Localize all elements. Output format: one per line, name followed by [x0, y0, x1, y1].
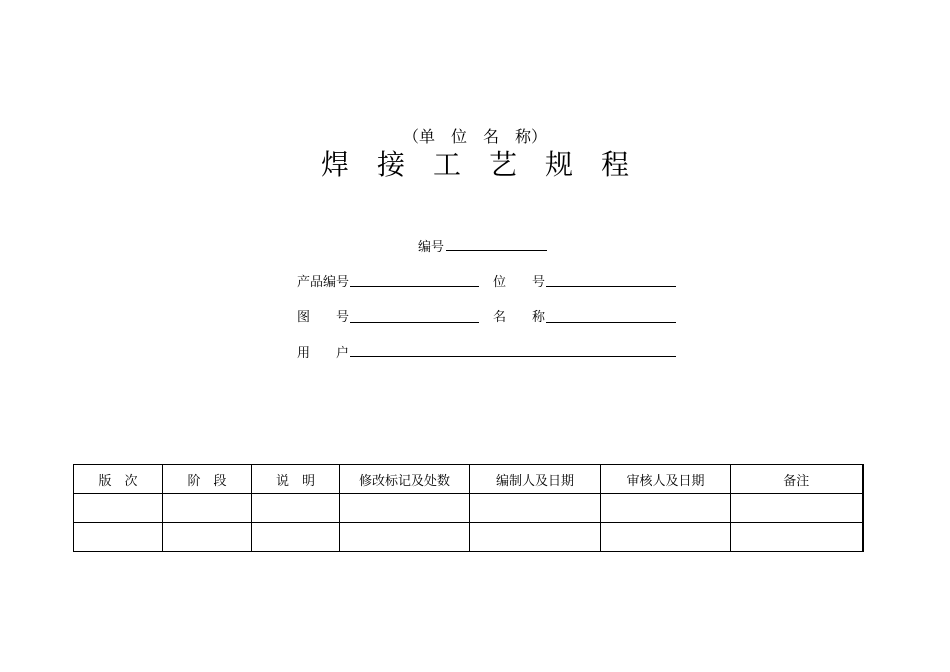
header-reviewed-by-date: 审核人及日期	[601, 465, 731, 494]
table-cell[interactable]	[252, 494, 340, 523]
name-field[interactable]	[546, 309, 676, 323]
table-cell[interactable]	[731, 494, 863, 523]
table-cell[interactable]	[470, 494, 601, 523]
drawing-no-label: 图 号	[297, 310, 350, 325]
table-cell[interactable]	[340, 523, 470, 552]
product-no-field[interactable]	[350, 273, 479, 287]
table-cell[interactable]	[731, 523, 863, 552]
serial-field[interactable]	[446, 238, 547, 251]
header-remarks: 备注	[731, 465, 863, 494]
product-no-label: 产品编号	[297, 275, 350, 290]
user-field[interactable]	[350, 343, 676, 357]
serial-label: 编号	[418, 240, 445, 255]
header-version: 版 次	[74, 465, 163, 494]
table-cell[interactable]	[601, 494, 731, 523]
header-stage: 阶 段	[163, 465, 252, 494]
unit-name: （单 位 名 称）	[402, 127, 547, 146]
header-description: 说 明	[252, 465, 340, 494]
table-cell[interactable]	[340, 494, 470, 523]
table-cell[interactable]	[74, 494, 163, 523]
table-row	[74, 494, 863, 523]
revision-table	[73, 464, 864, 552]
document-title: 焊 接 工 艺 规 程	[320, 148, 629, 181]
position-no-field[interactable]	[546, 273, 676, 287]
table-cell[interactable]	[601, 523, 731, 552]
user-label: 用 户	[297, 346, 350, 361]
drawing-no-field[interactable]	[350, 309, 479, 323]
table-cell[interactable]	[470, 523, 601, 552]
table-row	[74, 523, 863, 552]
table-cell[interactable]	[252, 523, 340, 552]
header-prepared-by-date: 编制人及日期	[470, 465, 601, 494]
name-label: 名 称	[493, 310, 546, 325]
table-cell[interactable]	[74, 523, 163, 552]
position-no-label: 位 号	[493, 275, 546, 290]
header-modification-marks: 修改标记及处数	[340, 465, 470, 494]
table-cell[interactable]	[163, 523, 252, 552]
table-cell[interactable]	[163, 494, 252, 523]
revision-header-row	[74, 465, 863, 494]
